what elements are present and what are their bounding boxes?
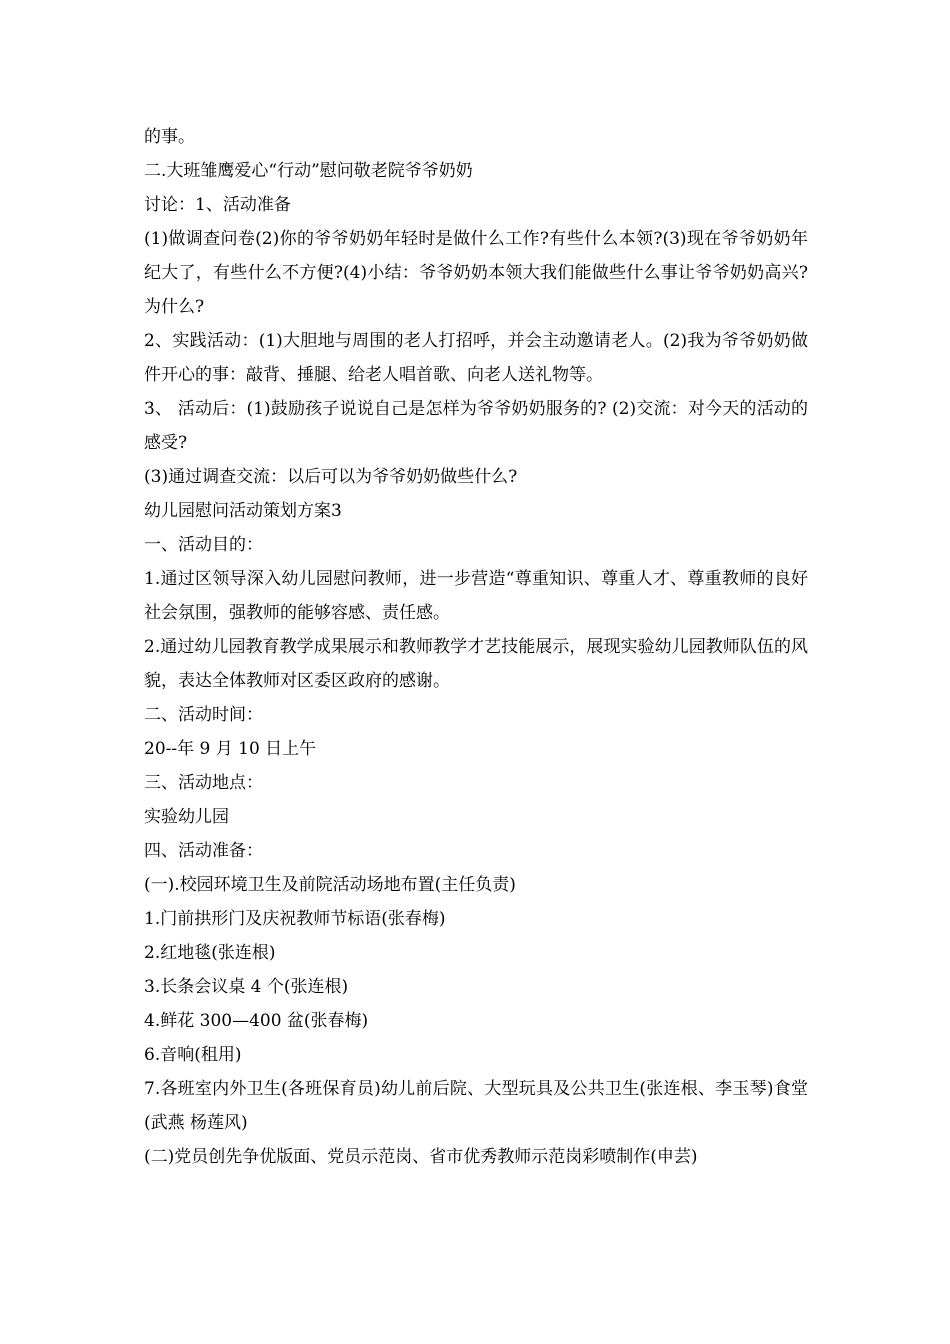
paragraph: 20--年 9 月 10 日上午 <box>144 739 317 759</box>
list-item: 7.各班室内外卫生(各班保育员)幼儿前后院、大型玩具及公共卫生(张连根、李玉琴)食堂(武燕 杨莲风) <box>144 1079 808 1133</box>
document-title: 幼儿园慰问活动策划方案3 <box>144 501 342 521</box>
list-item: 2.红地毯(张连根) <box>144 943 276 963</box>
list-item: 1.门前拱形门及庆祝教师节标语(张春梅) <box>144 909 446 929</box>
paragraph: 2、实践活动：(1)大胆地与周围的老人打招呼，并会主动邀请老人。(2)我为爷爷奶奶做件开心的事：敲背、捶腿、给老人唱首歌、向老人送礼物等。 <box>144 331 808 385</box>
document-body <box>144 120 808 1174</box>
section-heading: 一、活动目的： <box>144 535 263 555</box>
list-item: 3.长条会议桌 4 个(张连根) <box>144 977 349 997</box>
section-heading: 四、活动准备： <box>144 841 263 861</box>
section-heading: 二、活动时间： <box>144 705 263 725</box>
paragraph: 2.通过幼儿园教育教学成果展示和教师教学才艺技能展示，展现实验幼儿园教师队伍的风貌，表达全体教师对区委区政府的感谢。 <box>144 637 808 691</box>
paragraph: 1.通过区领导深入幼儿园慰问教师，进一步营造“尊重知识、尊重人才、尊重教师的良好社会氛围，强教师的能够容感、责任感。 <box>144 569 808 623</box>
paragraph: (3)通过调查交流：以后可以为爷爷奶奶做些什么? <box>144 467 518 487</box>
paragraph: (一).校园环境卫生及前院活动场地布置(主任负责) <box>144 875 516 895</box>
paragraph: 实验幼儿园 <box>144 807 229 827</box>
paragraph: (二)党员创先争优版面、党员示范岗、省市优秀教师示范岗彩喷制作(申芸) <box>144 1147 698 1167</box>
section-heading: 二.大班雏鹰爱心“行动”慰问敬老院爷爷奶奶 <box>144 161 473 181</box>
paragraph: (1)做调查问卷(2)你的爷爷奶奶年轻时是做什么工作?有些什么本领?(3)现在爷爷奶奶年纪大了，有些什么不方便?(4)小结：爷爷奶奶本领大我们能做些什么事让爷爷奶奶高兴?为什么? <box>144 229 808 317</box>
paragraph: 讨论：1、活动准备 <box>144 195 291 215</box>
list-item: 4.鲜花 300—400 盆(张春梅) <box>144 1011 369 1031</box>
list-item: 6.音响(租用) <box>144 1045 242 1065</box>
paragraph: 的事。 <box>144 127 195 147</box>
section-heading: 三、活动地点： <box>144 773 263 793</box>
paragraph: 3、 活动后：(1)鼓励孩子说说自己是怎样为爷爷奶奶服务的? (2)交流：对今天的活动的感受? <box>144 399 808 453</box>
